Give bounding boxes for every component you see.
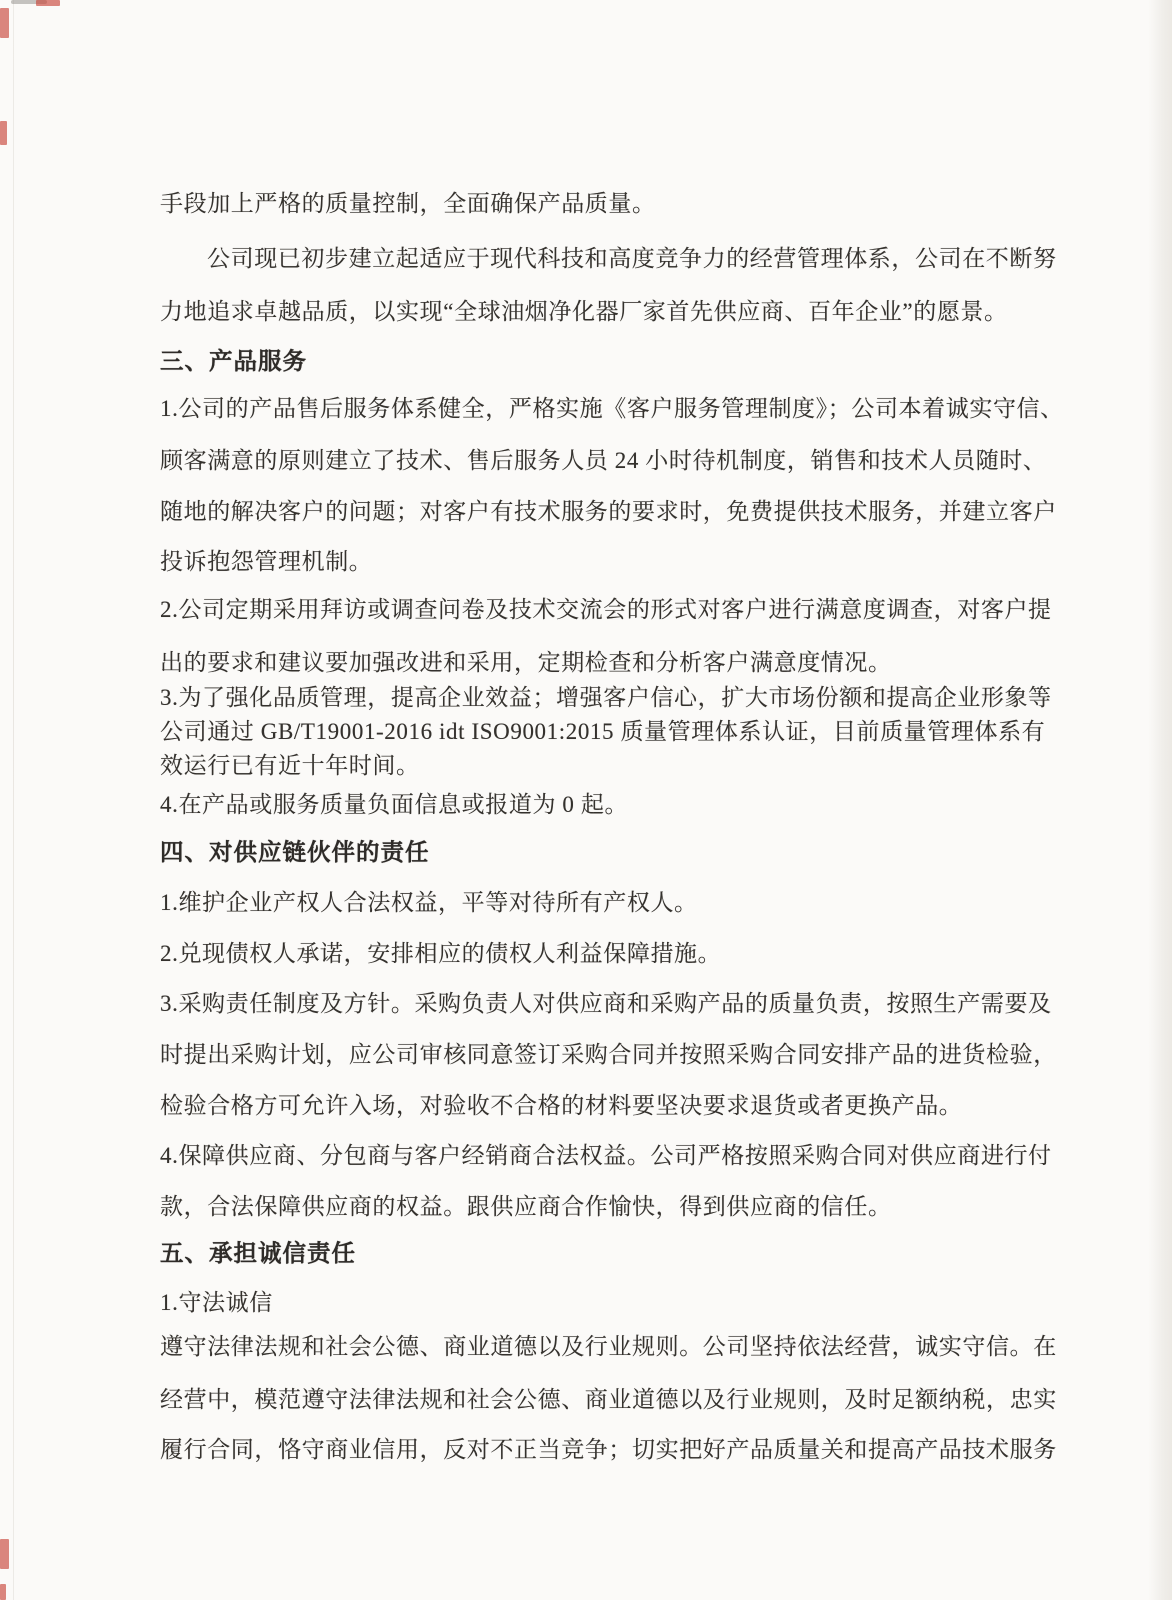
text-line: 出的要求和建议要加强改进和采用，定期检查和分析客户满意度情况。 <box>160 650 892 675</box>
text-line: 款，合法保障供应商的权益。跟供应商合作愉快，得到供应商的信任。 <box>160 1194 892 1219</box>
red-scan-mark <box>0 8 9 38</box>
text-line: 3.采购责任制度及方针。采购负责人对供应商和采购产品的质量负责，按照生产需要及 <box>160 991 1052 1016</box>
scan-crease-line <box>13 0 14 1600</box>
heading-section-four: 四、对供应链伙伴的责任 <box>160 839 430 865</box>
heading-section-five: 五、承担诚信责任 <box>160 1240 356 1266</box>
text-line: 1.维护企业产权人合法权益，平等对待所有产权人。 <box>160 890 698 915</box>
text-line: 投诉抱怨管理机制。 <box>160 549 373 574</box>
text-line: 时提出采购计划，应公司审核同意签订采购合同并按照采购合同安排产品的进货检验， <box>160 1042 1057 1067</box>
text-line: 手段加上严格的质量控制，全面确保产品质量。 <box>160 191 656 216</box>
text-line: 效运行已有近十年时间。 <box>160 753 420 778</box>
text-line: 2.公司定期采用拜访或调查问卷及技术交流会的形式对客户进行满意度调查，对客户提 <box>160 597 1052 622</box>
text-line: 2.兑现债权人承诺，安排相应的债权人利益保障措施。 <box>160 941 722 966</box>
red-scan-mark <box>36 0 60 6</box>
text-line: 4.保障供应商、分包商与客户经销商合法权益。公司严格按照采购合同对供应商进行付 <box>160 1143 1052 1168</box>
text-line: 4.在产品或服务质量负面信息或报道为 0 起。 <box>160 792 629 817</box>
text-line: 检验合格方可允许入场，对验收不合格的材料要坚决要求退货或者更换产品。 <box>160 1093 963 1118</box>
text-line: 顾客满意的原则建立了技术、售后服务人员 24 小时待机制度，销售和技术人员随时、 <box>160 448 1047 473</box>
text-line: 1.公司的产品售后服务体系健全，严格实施《客户服务管理制度》；公司本着诚实守信、 <box>160 396 1064 421</box>
text-line: 遵守法律法规和社会公德、商业道德以及行业规则。公司坚持依法经营，诚实守信。在 <box>160 1334 1057 1359</box>
red-scan-mark <box>0 121 7 145</box>
page-edge-shadow <box>1148 0 1172 1600</box>
text-line: 3.为了强化品质管理，提高企业效益；增强客户信心，扩大市场份额和提高企业形象等 <box>160 685 1052 710</box>
text-line: 力地追求卓越品质，以实现“全球油烟净化器厂家首先供应商、百年企业”的愿景。 <box>160 299 1008 324</box>
text-line: 1.守法诚信 <box>160 1290 273 1315</box>
red-scan-mark <box>0 1539 9 1569</box>
text-line: 随地的解决客户的问题；对客户有技术服务的要求时，免费提供技术服务，并建立客户 <box>160 499 1057 524</box>
text-line: 经营中，模范遵守法律法规和社会公德、商业道德以及行业规则，及时足额纳税，忠实 <box>160 1387 1057 1412</box>
red-scan-mark <box>0 1584 6 1600</box>
heading-section-three: 三、产品服务 <box>160 348 307 374</box>
text-line: 履行合同，恪守商业信用，反对不正当竞争；切实把好产品质量关和提高产品技术服务 <box>160 1437 1057 1462</box>
text-line: 公司现已初步建立起适应于现代科技和高度竞争力的经营管理体系，公司在不断努 <box>207 246 1057 271</box>
text-line: 公司通过 GB/T19001-2016 idt ISO9001:2015 质量管理体系认证，目前质量管理体系有 <box>160 719 1046 744</box>
